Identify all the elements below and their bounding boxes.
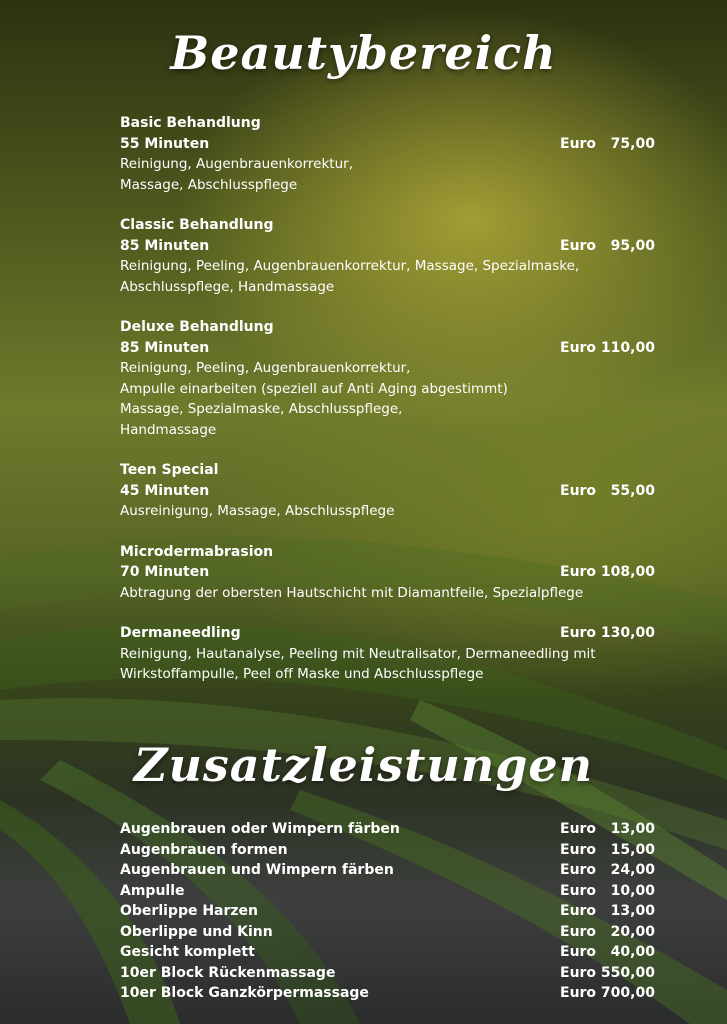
- extra-item: [120, 901, 660, 922]
- service-name: Microdermabrasion: [120, 543, 274, 560]
- extra-price: Euro 24,00: [560, 862, 655, 878]
- extra-item: [120, 963, 660, 984]
- section-title-beauty: Beautybereich: [170, 26, 557, 80]
- extra-item: [120, 881, 660, 902]
- service-description-line: Wirkstoffampulle, Peel off Maske und Abschlusspflege: [120, 666, 484, 682]
- service-description-line: Ampulle einarbeiten (speziell auf Anti Aging abgestimmt): [120, 380, 508, 397]
- service-description-line: Abschlusspflege, Handmassage: [120, 278, 335, 295]
- service-name: Dermaneedling: [120, 625, 241, 641]
- service-item: [120, 215, 660, 297]
- service-description-line: Reinigung, Augenbrauenkorrektur,: [120, 156, 353, 172]
- extra-name: Oberlippe Harzen: [120, 903, 259, 919]
- extra-price: Euro 700,00: [560, 985, 655, 1001]
- service-item: [120, 542, 660, 604]
- extra-item: [120, 922, 660, 943]
- service-item: [120, 623, 660, 685]
- service-duration-row: [120, 236, 660, 257]
- service-description-line: Massage, Abschlusspflege: [120, 176, 298, 193]
- service-duration-row: [120, 481, 660, 502]
- service-item: [120, 317, 660, 440]
- extra-name: Ampulle: [120, 882, 185, 899]
- service-item: [120, 113, 660, 195]
- extra-name: Augenbrauen formen: [120, 841, 288, 858]
- services-list: [120, 113, 660, 705]
- service-price: Euro 108,00: [560, 564, 655, 580]
- extra-price: Euro 20,00: [560, 923, 655, 940]
- extra-item: [120, 860, 660, 881]
- extra-price: Euro 10,00: [560, 882, 655, 899]
- service-price: Euro 55,00: [560, 482, 655, 499]
- service-name: Deluxe Behandlung: [120, 319, 274, 335]
- service-name: Teen Special: [120, 462, 219, 478]
- service-description-line: Ausreinigung, Massage, Abschlusspflege: [120, 503, 395, 519]
- service-name: Basic Behandlung: [120, 115, 261, 131]
- extra-price: Euro 13,00: [560, 903, 655, 919]
- service-description-line: Reinigung, Hautanalyse, Peeling mit Neutralisator, Dermaneedling mit: [120, 645, 596, 662]
- service-description-line: Massage, Spezialmaske, Abschlusspflege,: [120, 401, 403, 417]
- service-name: Classic Behandlung: [120, 217, 274, 233]
- service-price: Euro 95,00: [560, 237, 655, 254]
- service-duration: 85 Minuten: [120, 339, 210, 356]
- extra-price: Euro 40,00: [560, 944, 655, 960]
- service-price: Euro 130,00: [560, 625, 655, 641]
- extra-name: Augenbrauen und Wimpern färben: [120, 862, 394, 878]
- service-description-line: Handmassage: [120, 421, 217, 438]
- section-title-extras: Zusatzleistungen: [133, 738, 594, 792]
- service-name-row: [120, 623, 660, 644]
- extras-list: [120, 819, 660, 1004]
- extra-name: Gesicht komplett: [120, 944, 255, 960]
- extra-item: [120, 983, 660, 1004]
- service-duration: 70 Minuten: [120, 564, 210, 580]
- extra-name: 10er Block Ganzkörpermassage: [120, 985, 369, 1001]
- service-price: Euro 75,00: [560, 135, 655, 152]
- extra-item: [120, 819, 660, 840]
- service-duration: 55 Minuten: [120, 135, 210, 152]
- service-duration-row: [120, 562, 660, 583]
- extra-item: [120, 942, 660, 963]
- service-description-line: Reinigung, Peeling, Augenbrauenkorrektur, Massage, Spezialmaske,: [120, 258, 580, 274]
- extra-name: Oberlippe und Kinn: [120, 923, 273, 940]
- service-price: Euro 110,00: [560, 339, 655, 356]
- service-duration: 45 Minuten: [120, 482, 210, 499]
- service-description-line: Abtragung der obersten Hautschicht mit Diamantfeile, Spezialpflege: [120, 584, 584, 601]
- service-item: [120, 460, 660, 522]
- service-description-line: Reinigung, Peeling, Augenbrauenkorrektur,: [120, 360, 411, 376]
- extra-item: [120, 840, 660, 861]
- extra-price: Euro 15,00: [560, 841, 655, 858]
- extra-name: Augenbrauen oder Wimpern färben: [120, 821, 400, 837]
- service-duration: 85 Minuten: [120, 237, 210, 254]
- service-duration-row: [120, 134, 660, 155]
- extra-price: Euro 550,00: [560, 964, 655, 981]
- extra-price: Euro 13,00: [560, 821, 655, 837]
- service-duration-row: [120, 338, 660, 359]
- extra-name: 10er Block Rückenmassage: [120, 964, 336, 981]
